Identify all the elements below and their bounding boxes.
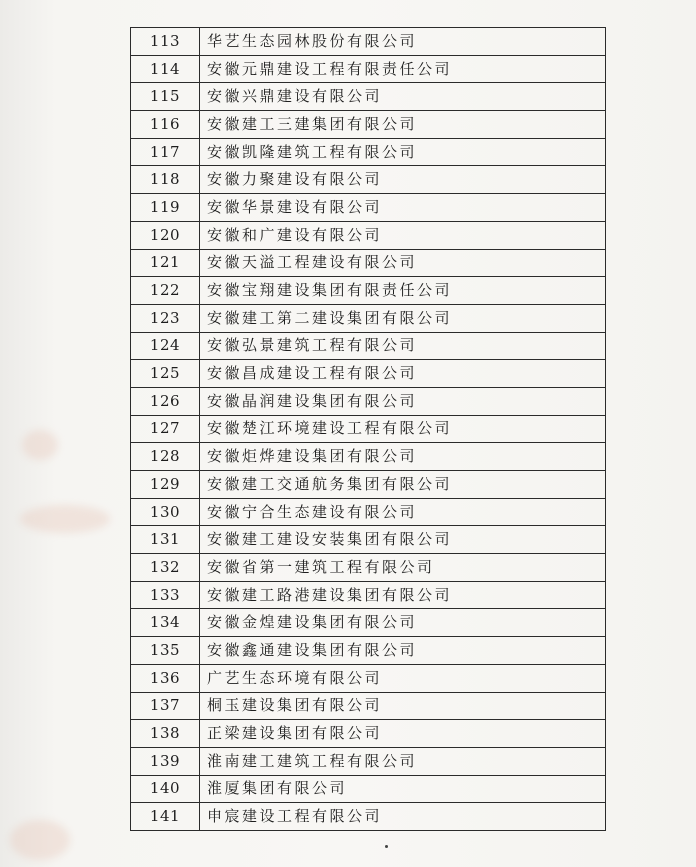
row-number-cell: 122 — [131, 277, 200, 305]
table-row — [131, 664, 606, 692]
row-number-cell: 135 — [131, 637, 200, 665]
table-row — [131, 277, 606, 305]
table-row — [131, 332, 606, 360]
company-name-cell: 淮厦集团有限公司 — [200, 775, 606, 803]
company-name-cell: 安徽昌成建设工程有限公司 — [200, 360, 606, 388]
company-list-body — [131, 28, 606, 831]
row-number-cell: 120 — [131, 221, 200, 249]
company-name-cell: 安徽楚江环境建设工程有限公司 — [200, 415, 606, 443]
paper-stain — [22, 430, 58, 460]
row-number-cell: 138 — [131, 720, 200, 748]
company-name-cell: 安徽宝翔建设集团有限责任公司 — [200, 277, 606, 305]
company-name-cell: 安徽凯隆建筑工程有限公司 — [200, 138, 606, 166]
company-name-cell: 安徽宁合生态建设有限公司 — [200, 498, 606, 526]
table-row — [131, 471, 606, 499]
row-number-cell: 124 — [131, 332, 200, 360]
table-row — [131, 221, 606, 249]
company-name-cell: 正梁建设集团有限公司 — [200, 720, 606, 748]
table-row — [131, 387, 606, 415]
company-name-cell: 安徽省第一建筑工程有限公司 — [200, 554, 606, 582]
table-row — [131, 609, 606, 637]
row-number-cell: 117 — [131, 138, 200, 166]
row-number-cell: 132 — [131, 554, 200, 582]
row-number-cell: 126 — [131, 387, 200, 415]
table-row — [131, 637, 606, 665]
row-number-cell: 130 — [131, 498, 200, 526]
company-list-table — [130, 27, 606, 831]
table-row — [131, 747, 606, 775]
table-row — [131, 554, 606, 582]
row-number-cell: 134 — [131, 609, 200, 637]
company-name-cell: 安徽金煌建设集团有限公司 — [200, 609, 606, 637]
table-row — [131, 581, 606, 609]
table-row — [131, 111, 606, 139]
row-number-cell: 127 — [131, 415, 200, 443]
company-name-cell: 安徽和广建设有限公司 — [200, 221, 606, 249]
row-number-cell: 119 — [131, 194, 200, 222]
row-number-cell: 116 — [131, 111, 200, 139]
table-row — [131, 692, 606, 720]
table-row — [131, 28, 606, 56]
company-name-cell: 安徽元鼎建设工程有限责任公司 — [200, 55, 606, 83]
company-name-cell: 安徽力聚建设有限公司 — [200, 166, 606, 194]
row-number-cell: 140 — [131, 775, 200, 803]
company-name-cell: 安徽建工建设安装集团有限公司 — [200, 526, 606, 554]
row-number-cell: 125 — [131, 360, 200, 388]
table-row — [131, 803, 606, 831]
row-number-cell: 123 — [131, 304, 200, 332]
company-name-cell: 安徽炬烨建设集团有限公司 — [200, 443, 606, 471]
table-row — [131, 775, 606, 803]
row-number-cell: 141 — [131, 803, 200, 831]
ink-dot — [385, 845, 388, 848]
company-name-cell: 安徽建工三建集团有限公司 — [200, 111, 606, 139]
paper-stain — [20, 505, 110, 533]
table-row — [131, 166, 606, 194]
table-row — [131, 443, 606, 471]
company-name-cell: 安徽建工第二建设集团有限公司 — [200, 304, 606, 332]
table-row — [131, 194, 606, 222]
row-number-cell: 115 — [131, 83, 200, 111]
row-number-cell: 118 — [131, 166, 200, 194]
table-row — [131, 415, 606, 443]
row-number-cell: 137 — [131, 692, 200, 720]
table-row — [131, 83, 606, 111]
row-number-cell: 131 — [131, 526, 200, 554]
company-name-cell: 安徽兴鼎建设有限公司 — [200, 83, 606, 111]
table-row — [131, 55, 606, 83]
paper-stain — [10, 820, 70, 860]
table-row — [131, 526, 606, 554]
company-name-cell: 桐玉建设集团有限公司 — [200, 692, 606, 720]
row-number-cell: 136 — [131, 664, 200, 692]
company-name-cell: 安徽建工交通航务集团有限公司 — [200, 471, 606, 499]
row-number-cell: 139 — [131, 747, 200, 775]
table-row — [131, 360, 606, 388]
table-row — [131, 720, 606, 748]
company-name-cell: 申宸建设工程有限公司 — [200, 803, 606, 831]
company-name-cell: 安徽弘景建筑工程有限公司 — [200, 332, 606, 360]
company-name-cell: 安徽鑫通建设集团有限公司 — [200, 637, 606, 665]
row-number-cell: 113 — [131, 28, 200, 56]
company-name-cell: 安徽华景建设有限公司 — [200, 194, 606, 222]
row-number-cell: 121 — [131, 249, 200, 277]
table-row — [131, 138, 606, 166]
table-row — [131, 249, 606, 277]
row-number-cell: 133 — [131, 581, 200, 609]
table-row — [131, 498, 606, 526]
company-name-cell: 广艺生态环境有限公司 — [200, 664, 606, 692]
row-number-cell: 128 — [131, 443, 200, 471]
table-row — [131, 304, 606, 332]
company-name-cell: 安徽晶润建设集团有限公司 — [200, 387, 606, 415]
company-name-cell: 安徽建工路港建设集团有限公司 — [200, 581, 606, 609]
company-name-cell: 淮南建工建筑工程有限公司 — [200, 747, 606, 775]
company-name-cell: 华艺生态园林股份有限公司 — [200, 28, 606, 56]
company-name-cell: 安徽天溢工程建设有限公司 — [200, 249, 606, 277]
row-number-cell: 114 — [131, 55, 200, 83]
row-number-cell: 129 — [131, 471, 200, 499]
